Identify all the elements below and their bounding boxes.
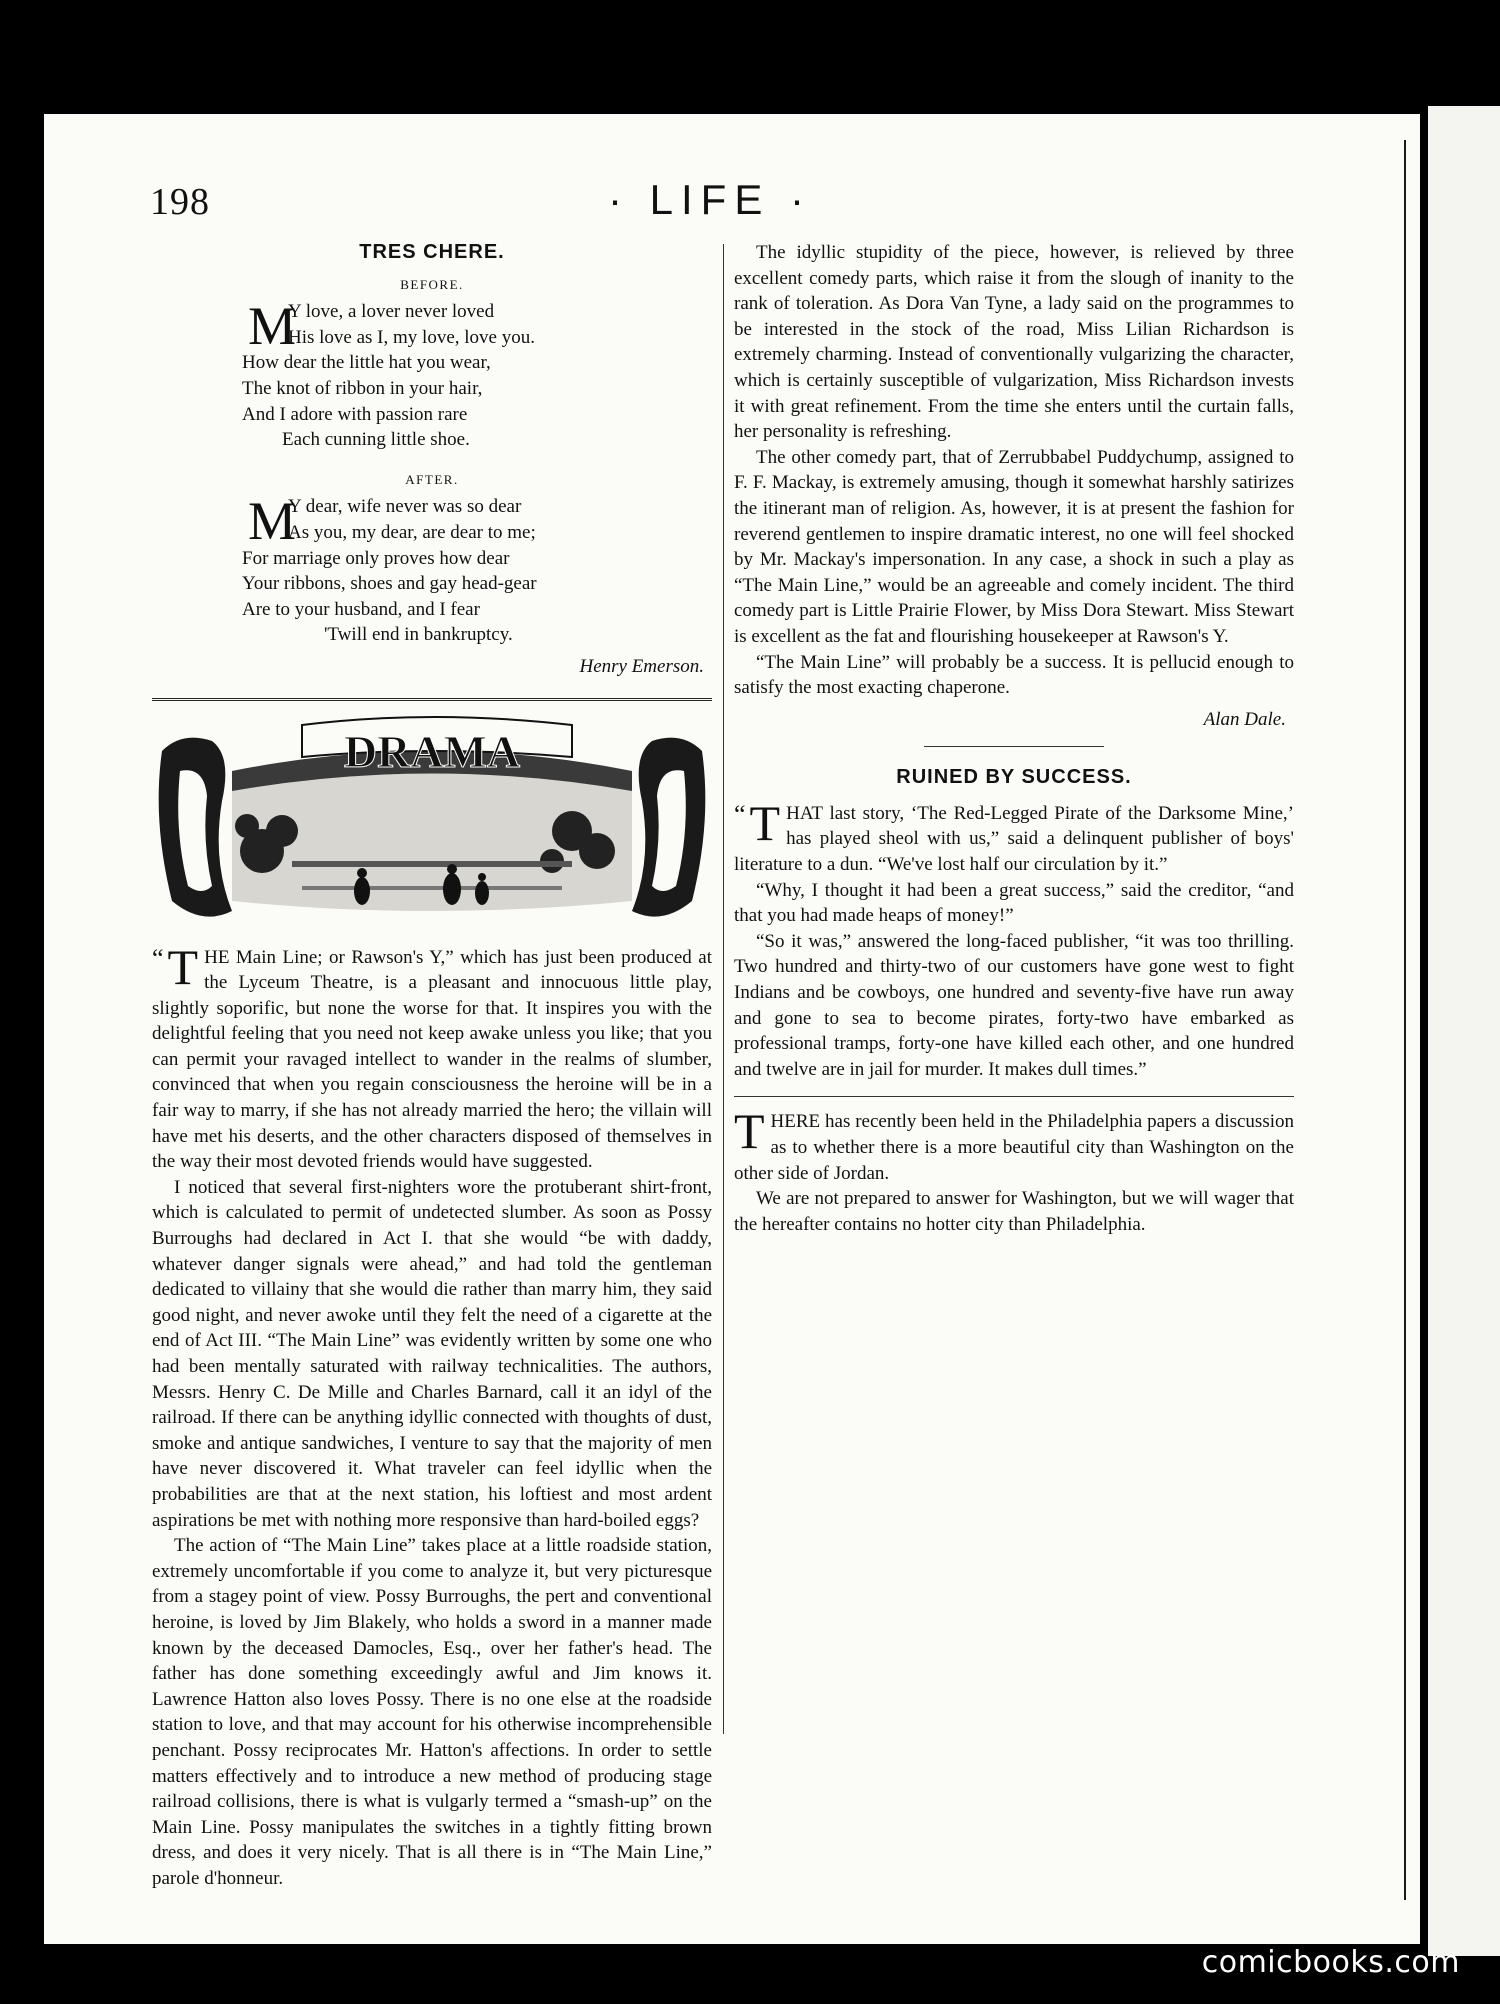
ruined-paragraph: “So it was,” answered the long-faced publisher, “it was too thrilling. Two hundred and thirty-two of our customers have gone west to fight Indians and be cowboys, one hundred and seventy-five have run away and gone to sea to become pirates, forty-two have embarked as professional tramps, forty-one have killed each other, and one hundred and twelve are in jail for murder. It makes dull times.” (734, 930, 1294, 1080)
section-divider (152, 698, 712, 701)
drama-paragraph-text: HE Main Line; or Rawson's Y,” which has just been produced at the Lyceum Theatre, is a pleasant and innocuous little play, slightly soporific, but none the worse for that. It inspires you with the delightful feeling that you need not keep awake unless you like; that you can permit your ravaged intellect to wander in the realms of slumber, convinced that when you regain consciousness the heroine will be in a fair way to marry, if she has not already married the hero; the villain will have met his deserts, and the other characters disposed of themselves in the way their most devoted friends would have suggested. (152, 946, 712, 1173)
short-divider (924, 746, 1104, 747)
open-quote: “ (734, 799, 746, 829)
philadelphia-paragraph (734, 1103, 1294, 1186)
poem-line: 'Twill end in bankruptcy. (324, 624, 513, 646)
right-column (734, 240, 1294, 1237)
drama-paragraph: The idyllic stupidity of the piece, however, is relieved by three excellent comedy parts, which raise it from the slough of inanity to the rank of toleration. As Dora Van Tyne, a lady said on the programmes to be interested in the stock of the road, Miss Lilian Richardson is extremely charming. Instead of conventionally vulgarizing the character, which is certainly susceptible of vulgarization, Miss Richardson invests it with great refinement. From the time she enters until the curtain falls, her personality is refreshing. (734, 242, 1294, 443)
section-divider (734, 1096, 1294, 1097)
poem-line: Your ribbons, shoes and gay head-gear (242, 573, 537, 595)
poem-author: Henry Emerson. (579, 655, 704, 677)
drama-paragraph: “The Main Line” will probably be a success. It is pellucid enough to satisfy the most exacting chaperone. (734, 651, 1294, 699)
drama-author: Alan Dale. (1203, 708, 1286, 730)
poem-stanza-after (152, 491, 712, 648)
ruined-paragraph-text: HAT last story, ‘The Red-Legged Pirate of the Darksome Mine,’ has played sheol with us,” said a delinquent publisher of boys' literature to a dun. “We've lost half our circulation by it.” (734, 802, 1294, 876)
poem-line: How dear the little hat you wear, (242, 352, 491, 374)
ruined-paragraph: “Why, I thought it had been a great success,” said the creditor, “and that you had made heaps of money!” (734, 879, 1294, 927)
page-edge-line (1404, 140, 1406, 1900)
page-number: 198 (150, 181, 210, 223)
ruined-paragraph (734, 794, 1294, 878)
drama-banner-title: DRAMA (343, 725, 521, 777)
philadelphia-dropcap: T (734, 1103, 765, 1160)
left-column (152, 240, 712, 1889)
next-page-edge (1428, 106, 1500, 1956)
drama-paragraph: The other comedy part, that of Zerrubbabel Puddychump, assigned to F. F. Mackay, is extremely amusing, though it somewhat harshly satirizes the itinerant man of religion. As, however, it is at present the fashion for reverend gentlemen to inspire dramatic interest, no one will feel shocked by Mr. Mackay's impersonation. In any case, a shock in such a play as “The Main Line,” would be an agreeable and comely incident. The third comedy part is Little Prairie Flower, by Miss Dora Stewart. Miss Stewart is excellent as the fat and flourishing housekeeper at Rawson's Y. (734, 446, 1294, 647)
drama-paragraph: I noticed that several first-nighters wore the protuberant shirt-front, which is calculated to permit of undetected slumber. As soon as Possy Burroughs had declared in Act I. that she would “be with daddy, whatever danger signals were ahead,” and had told the gentleman dedicated to villainy that she would die rather than marry him, they said good night, and never awoke until they felt the need of a cigarette at the end of Act III. “The Main Line” was evidently written by some one who had been mentally saturated with railway technicalities. The authors, Messrs. Henry C. De Mille and Charles Barnard, call it an idyl of the railroad. If there can be anything idyllic connected with thoughts of dust, smoke and antique sandwiches, I venture to say that the majority of men have never discovered it. What traveler can feel idyllic when the probabilities are that at the next station, his loftiest and most ardent aspirations be met with nothing more responsive than hard-boiled eggs? (152, 1176, 712, 1531)
drama-dropcap: T (167, 938, 199, 995)
open-quote: “ (152, 943, 164, 973)
poem-line: Y dear, wife never was so dear (288, 496, 522, 518)
poem-line: His love as I, my love, love you. (288, 326, 535, 348)
poem-line: For marriage only proves how dear (242, 547, 510, 569)
poem-line: As you, my dear, are dear to me; (288, 521, 536, 543)
poem-line: Y love, a lover never loved (288, 301, 495, 323)
poem-line: Each cunning little shoe. (282, 429, 470, 451)
watermark: comicbooks.com (1201, 1945, 1460, 1980)
ruined-dropcap: T (749, 794, 781, 851)
column-divider (723, 244, 724, 1734)
masthead: · LIFE · (607, 176, 812, 223)
philadelphia-paragraph-text: HERE has recently been held in the Philadelphia papers a discussion as to whether there is a more beautiful city than Washington on the other side of Jordan. (734, 1111, 1294, 1184)
article-title: RUINED BY SUCCESS. (896, 766, 1132, 789)
poem-after-label: AFTER. (405, 471, 459, 487)
poem-line: The knot of ribbon in your hair, (242, 377, 483, 399)
poem-title: TRES CHERE. (359, 241, 505, 263)
drama-paragraph: The action of “The Main Line” takes place at a little roadside station, extremely uncomfortable if you come to analyze it, but very picturesque from a stagey point of view. Possy Burroughs, the pert and conventional heroine, is loved by Jim Blakely, who holds a sword in a manner made known by the deceased Damocles, Esq., over her father's head. The father has done something exceedingly awful and Jim knows it. Lawrence Hatton also loves Possy. There is no one else at the roadside station to love, and that may account for his otherwise incomprehensible penchant. Possy reciprocates Mr. Hatton's affections. In order to settle matters effectively and to introduce a new method of producing stage railroad collisions, there is what is vulgarly termed a “smash-up” on the Main Line. Possy manipulates the switches in a tightly fitting brown dress, and does it very nicely. That is all there is in “The Main Line,” parole d'honneur. (152, 1535, 712, 1889)
drama-banner-illustration (152, 711, 712, 931)
poem-dropcap: M (248, 296, 297, 357)
poem-before-label: BEFORE. (400, 276, 464, 292)
drama-paragraph (152, 938, 712, 1175)
poem-line: And I adore with passion rare (242, 403, 468, 425)
poem-stanza-before (152, 296, 712, 453)
philadelphia-paragraph: We are not prepared to answer for Washington, but we will wager that the hereafter contains no hotter city than Philadelphia. (734, 1188, 1294, 1235)
poem-line: Are to your husband, and I fear (242, 598, 480, 620)
poem-dropcap: M (248, 491, 297, 552)
